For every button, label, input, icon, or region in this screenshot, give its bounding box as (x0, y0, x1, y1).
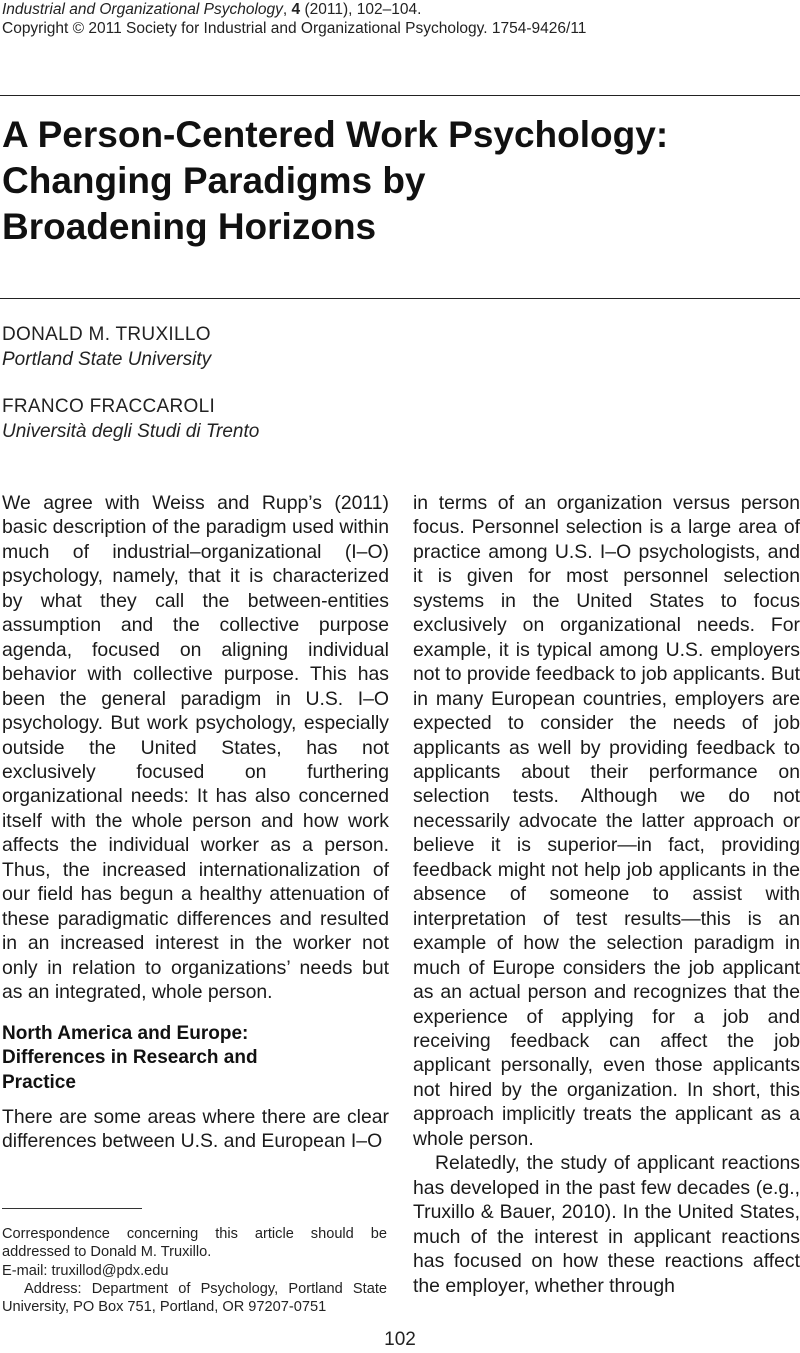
body-paragraph: We agree with Weiss and Rupp’s (2011) basic description of the paradigm used within much of industrial–organizational (I–O) psychology, namely, that it is characterized by what they call the between-entities assumption and the collective purpose agenda, focused on aligning individual behavior with collective purpose. This has been the general paradigm in U.S. I–O psychology. But work psychology, especially outside the United States, has not exclusively focused on furthering organizational needs: It has also concerned itself with the whole person and how work affects the individual worker as a person. Thus, the increased internationalization of our field has begun a healthy attenuation of these paradigmatic differences and resulted in an increased interest in the worker not only in relation to organizations’ needs but as an integrated, whole person. (2, 492, 389, 1004)
section-heading-line: Practice (2, 1071, 76, 1093)
journal-citation: Industrial and Organizational Psychology, 4 (2011), 102–104. (2, 1, 422, 18)
journal-header (2, 0, 586, 38)
article-title (2, 112, 792, 250)
journal-volume: 4 (291, 1, 301, 18)
author-block (2, 322, 211, 372)
title-line: Changing Paradigms by (2, 160, 426, 201)
left-column (2, 491, 389, 1154)
section-heading-line: North America and Europe: (2, 1022, 249, 1044)
header-divider (0, 95, 800, 96)
journal-copyright: Copyright © 2011 Society for Industrial and Organizational Psychology. 1754-9426/11 (2, 20, 587, 37)
author-block (2, 394, 259, 444)
journal-year-pages: (2011), 102–104. (304, 1, 422, 18)
journal-name: Industrial and Organizational Psychology (2, 1, 283, 18)
footnote-divider (2, 1208, 142, 1209)
title-line: Broadening Horizons (2, 206, 377, 247)
title-line: A Person-Centered Work Psychology: (2, 114, 669, 155)
body-paragraph: There are some areas where there are clear differences between U.S. and European I–O (2, 1106, 389, 1153)
correspondence-footnote (2, 1225, 387, 1316)
section-heading-line: Differences in Research and (2, 1047, 258, 1069)
footnote-email: E-mail: truxillod@pdx.edu (2, 1262, 169, 1279)
author-name: DONALD M. TRUXILLO (2, 324, 211, 345)
body-paragraph: Relatedly, the study of applicant reactions has developed in the past few decades (e.g., Truxillo & Bauer, 2010). In the United States, much of the interest in applicant reactions has focused on how these reactions affect the employer, whether through (413, 1152, 800, 1297)
author-affiliation: Università degli Studi di Trento (2, 421, 260, 442)
footnote-address: Address: Department of Psychology, Portland State University, PO Box 751, Portland, OR 97207-0751 (2, 1280, 387, 1316)
right-column (413, 491, 800, 1298)
body-paragraph: in terms of an organization versus person focus. Personnel selection is a large area of practice among U.S. I–O psychologists, and it is given for most personnel selection systems in the United States to focus exclusively on organizational needs. For example, it is typical among U.S. employers not to provide feedback to job applicants. But in many European countries, employers are expected to consider the needs of job applicants as well by providing feedback to applicants about their performance on selection tests. Although we do not necessarily advocate the latter approach or believe it is superior—in fact, providing feedback might not help job applicants in the absence of someone to assist with interpretation of test results—this is an example of how the selection paradigm in much of Europe considers the job applicant as an actual person and recognizes that the experience of applying for a job and receiving feedback can affect the job applicant personally, even those applicants not hired by the organization. In short, this approach implicitly treats the applicant as a whole person. (413, 492, 800, 1150)
footnote-correspondence: Correspondence concerning this article should be addressed to Donald M. Truxillo. (2, 1226, 387, 1261)
author-affiliation: Portland State University (2, 349, 212, 370)
section-heading (2, 1022, 389, 1096)
title-divider (0, 298, 800, 299)
page-number: 102 (384, 1329, 416, 1350)
author-name: FRANCO FRACCAROLI (2, 396, 216, 417)
